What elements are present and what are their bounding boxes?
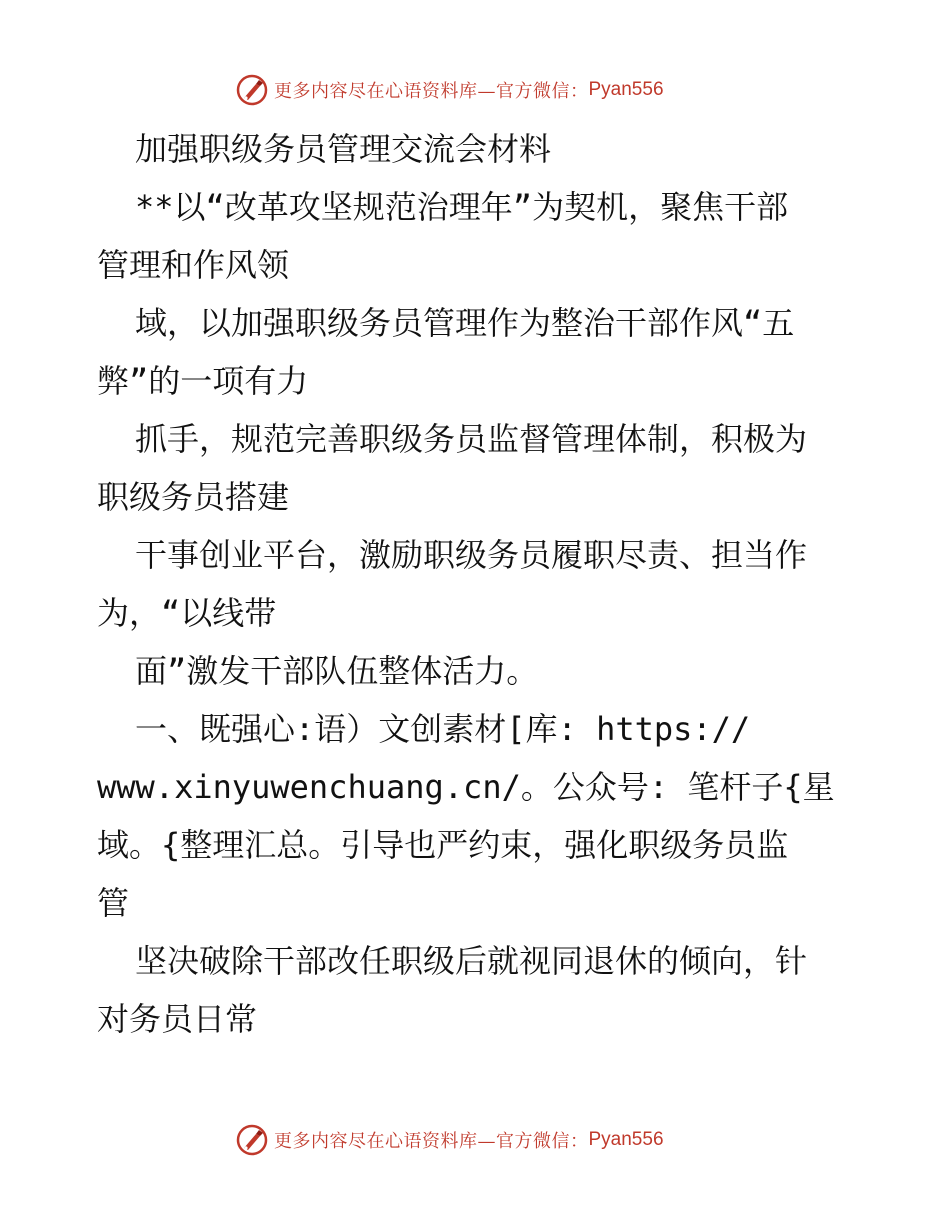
paragraph-line: 管 [97, 884, 130, 922]
paragraph-line: 抓手，规范完善职级务员监督管理体制，积极为 [135, 420, 808, 458]
paragraph-line: 坚决破除干部改任职级后就视同退休的倾向，针 [135, 942, 808, 980]
pen-logo-icon [236, 1124, 268, 1156]
paragraph-line: **以“改革攻坚规范治理年”为契机，聚焦干部 [135, 188, 789, 226]
wechat-id: Pyan556 [588, 79, 664, 100]
banner-text: 更多内容尽在心语资料库—官方微信： [274, 81, 589, 102]
paragraph-line: 干事创业平台，激励职级务员履职尽责、担当作 [135, 536, 808, 574]
paragraph-line: 为，“以线带 [97, 594, 277, 632]
document-title: 加强职级务员管理交流会材料 [135, 130, 552, 168]
banner-text: 更多内容尽在心语资料库—官方微信： [274, 1131, 589, 1152]
footer-banner [236, 1123, 664, 1157]
paragraph-line: 职级务员搭建 [97, 478, 290, 516]
header-banner [236, 73, 664, 107]
paragraph-line: 管理和作风领 [97, 246, 290, 284]
paragraph-line: 面”激发干部队伍整体活力。 [135, 652, 539, 690]
pen-logo-icon [236, 74, 268, 106]
wechat-id: Pyan556 [588, 1129, 664, 1150]
paragraph-line: www.xinyuwenchuang.cn/。公众号: 笔杆子{星 [97, 768, 835, 806]
paragraph-line: 域，以加强职级务员管理作为整治干部作风“五 [135, 304, 795, 342]
section-heading: 一、既强心:语）文创素材[库: https:// [135, 710, 751, 748]
paragraph-line: 域。{整理汇总。引导也严约束，强化职级务员监 [97, 826, 789, 864]
paragraph-line: 弊”的一项有力 [97, 362, 309, 400]
paragraph-line: 对务员日常 [97, 1000, 258, 1038]
